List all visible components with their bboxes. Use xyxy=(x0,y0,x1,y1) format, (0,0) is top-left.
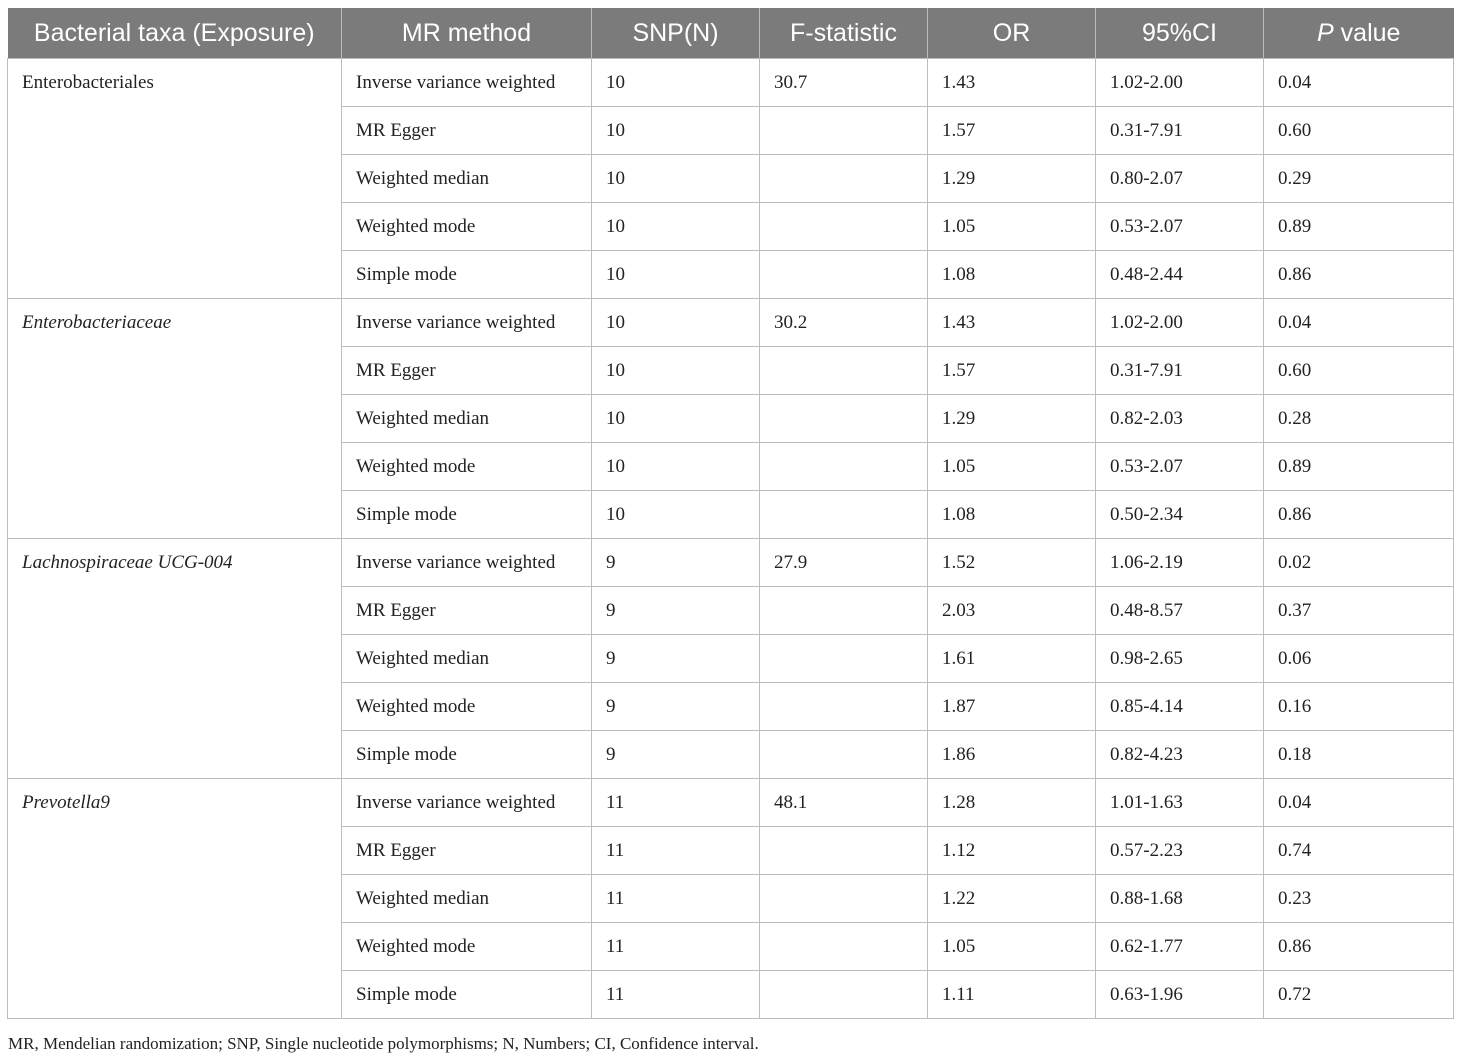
cell-taxa: Prevotella9 xyxy=(8,779,342,827)
header-method: MR method xyxy=(342,8,592,59)
cell-p-value: 0.16 xyxy=(1264,683,1454,731)
cell-snp: 9 xyxy=(592,731,760,779)
cell-p-value: 0.86 xyxy=(1264,251,1454,299)
cell-or: 1.86 xyxy=(928,731,1096,779)
header-p-value xyxy=(1264,8,1454,59)
table-row xyxy=(8,299,1454,347)
cell-method: Simple mode xyxy=(342,971,592,1019)
cell-taxa-empty xyxy=(8,251,342,299)
cell-taxa-empty xyxy=(8,683,342,731)
cell-fstat-empty xyxy=(760,395,928,443)
cell-p-value: 0.89 xyxy=(1264,203,1454,251)
cell-snp: 10 xyxy=(592,251,760,299)
cell-ci: 0.31-7.91 xyxy=(1096,347,1264,395)
cell-p-value: 0.04 xyxy=(1264,779,1454,827)
cell-ci: 0.82-2.03 xyxy=(1096,395,1264,443)
cell-or: 1.11 xyxy=(928,971,1096,1019)
cell-or: 1.08 xyxy=(928,491,1096,539)
cell-method: MR Egger xyxy=(342,587,592,635)
cell-or: 1.28 xyxy=(928,779,1096,827)
cell-or: 1.57 xyxy=(928,107,1096,155)
cell-snp: 11 xyxy=(592,875,760,923)
cell-ci: 1.02-2.00 xyxy=(1096,299,1264,347)
cell-or: 1.29 xyxy=(928,395,1096,443)
cell-snp: 9 xyxy=(592,635,760,683)
cell-fstat-empty xyxy=(760,251,928,299)
header-or: OR xyxy=(928,8,1096,59)
cell-ci: 1.06-2.19 xyxy=(1096,539,1264,587)
cell-p-value: 0.37 xyxy=(1264,587,1454,635)
cell-fstat-empty xyxy=(760,971,928,1019)
cell-method: Weighted mode xyxy=(342,923,592,971)
cell-p-value: 0.74 xyxy=(1264,827,1454,875)
cell-method: Inverse variance weighted xyxy=(342,299,592,347)
cell-fstat-empty xyxy=(760,923,928,971)
cell-fstat: 30.7 xyxy=(760,59,928,107)
cell-taxa-empty xyxy=(8,155,342,203)
cell-method: MR Egger xyxy=(342,107,592,155)
cell-taxa: Enterobacteriales xyxy=(8,59,342,107)
cell-p-value: 0.06 xyxy=(1264,635,1454,683)
cell-or: 1.61 xyxy=(928,635,1096,683)
table-row xyxy=(8,107,1454,155)
cell-fstat-empty xyxy=(760,587,928,635)
cell-fstat: 48.1 xyxy=(760,779,928,827)
cell-ci: 0.48-8.57 xyxy=(1096,587,1264,635)
cell-snp: 10 xyxy=(592,491,760,539)
table-row xyxy=(8,443,1454,491)
cell-snp: 10 xyxy=(592,299,760,347)
header-p-rest: value xyxy=(1333,18,1401,47)
table-row xyxy=(8,875,1454,923)
cell-ci: 0.48-2.44 xyxy=(1096,251,1264,299)
cell-p-value: 0.04 xyxy=(1264,299,1454,347)
cell-or: 1.43 xyxy=(928,59,1096,107)
cell-fstat-empty xyxy=(760,347,928,395)
cell-taxa-empty xyxy=(8,107,342,155)
table-row xyxy=(8,683,1454,731)
cell-or: 1.05 xyxy=(928,923,1096,971)
header-p-italic: P xyxy=(1317,18,1334,47)
cell-p-value: 0.72 xyxy=(1264,971,1454,1019)
table-row xyxy=(8,347,1454,395)
cell-fstat-empty xyxy=(760,827,928,875)
cell-method: MR Egger xyxy=(342,347,592,395)
cell-snp: 10 xyxy=(592,203,760,251)
cell-method: Weighted median xyxy=(342,155,592,203)
cell-or: 1.29 xyxy=(928,155,1096,203)
cell-fstat-empty xyxy=(760,203,928,251)
cell-ci: 0.80-2.07 xyxy=(1096,155,1264,203)
cell-taxa-empty xyxy=(8,923,342,971)
cell-fstat-empty xyxy=(760,491,928,539)
cell-fstat-empty xyxy=(760,443,928,491)
cell-taxa-empty xyxy=(8,971,342,1019)
cell-ci: 1.01-1.63 xyxy=(1096,779,1264,827)
cell-taxa-empty xyxy=(8,731,342,779)
cell-snp: 10 xyxy=(592,395,760,443)
cell-snp: 11 xyxy=(592,971,760,1019)
cell-snp: 10 xyxy=(592,107,760,155)
cell-method: Inverse variance weighted xyxy=(342,59,592,107)
table-body xyxy=(8,59,1454,1019)
cell-fstat-empty xyxy=(760,635,928,683)
cell-method: Inverse variance weighted xyxy=(342,539,592,587)
mr-results-table xyxy=(7,8,1454,1019)
table-row xyxy=(8,155,1454,203)
cell-ci: 0.82-4.23 xyxy=(1096,731,1264,779)
cell-fstat-empty xyxy=(760,155,928,203)
cell-method: Simple mode xyxy=(342,251,592,299)
table-row xyxy=(8,395,1454,443)
cell-fstat-empty xyxy=(760,107,928,155)
cell-ci: 0.62-1.77 xyxy=(1096,923,1264,971)
cell-p-value: 0.02 xyxy=(1264,539,1454,587)
header-snp: SNP(N) xyxy=(592,8,760,59)
cell-snp: 11 xyxy=(592,827,760,875)
header-taxa: Bacterial taxa (Exposure) xyxy=(8,8,342,59)
table-header xyxy=(8,8,1454,59)
cell-method: Simple mode xyxy=(342,731,592,779)
cell-p-value: 0.86 xyxy=(1264,491,1454,539)
cell-snp: 9 xyxy=(592,539,760,587)
cell-ci: 0.98-2.65 xyxy=(1096,635,1264,683)
cell-ci: 1.02-2.00 xyxy=(1096,59,1264,107)
cell-ci: 0.50-2.34 xyxy=(1096,491,1264,539)
table-row xyxy=(8,923,1454,971)
cell-ci: 0.53-2.07 xyxy=(1096,443,1264,491)
table-row xyxy=(8,635,1454,683)
cell-method: Weighted median xyxy=(342,635,592,683)
cell-or: 1.52 xyxy=(928,539,1096,587)
cell-snp: 10 xyxy=(592,155,760,203)
cell-method: Weighted mode xyxy=(342,203,592,251)
cell-p-value: 0.60 xyxy=(1264,347,1454,395)
cell-ci: 0.31-7.91 xyxy=(1096,107,1264,155)
table-footnote: MR, Mendelian randomization; SNP, Single nucleotide polymorphisms; N, Numbers; CI, Confidence interval. xyxy=(8,1034,759,1053)
cell-p-value: 0.28 xyxy=(1264,395,1454,443)
cell-taxa-empty xyxy=(8,875,342,923)
cell-fstat: 27.9 xyxy=(760,539,928,587)
cell-or: 2.03 xyxy=(928,587,1096,635)
cell-method: Weighted median xyxy=(342,395,592,443)
cell-snp: 10 xyxy=(592,443,760,491)
cell-or: 1.12 xyxy=(928,827,1096,875)
cell-method: Weighted median xyxy=(342,875,592,923)
cell-fstat-empty xyxy=(760,875,928,923)
cell-ci: 0.57-2.23 xyxy=(1096,827,1264,875)
cell-p-value: 0.89 xyxy=(1264,443,1454,491)
cell-fstat-empty xyxy=(760,731,928,779)
table-row xyxy=(8,539,1454,587)
cell-taxa: Lachnospiraceae UCG-004 xyxy=(8,539,342,587)
header-fstat: F-statistic xyxy=(760,8,928,59)
cell-method: Inverse variance weighted xyxy=(342,779,592,827)
cell-or: 1.08 xyxy=(928,251,1096,299)
table-row xyxy=(8,59,1454,107)
cell-taxa-empty xyxy=(8,203,342,251)
cell-ci: 0.63-1.96 xyxy=(1096,971,1264,1019)
cell-or: 1.22 xyxy=(928,875,1096,923)
cell-method: MR Egger xyxy=(342,827,592,875)
cell-taxa: Enterobacteriaceae xyxy=(8,299,342,347)
cell-snp: 11 xyxy=(592,779,760,827)
cell-method: Weighted mode xyxy=(342,683,592,731)
cell-method: Weighted mode xyxy=(342,443,592,491)
cell-p-value: 0.23 xyxy=(1264,875,1454,923)
cell-or: 1.57 xyxy=(928,347,1096,395)
cell-p-value: 0.18 xyxy=(1264,731,1454,779)
header-row xyxy=(8,8,1454,59)
cell-fstat: 30.2 xyxy=(760,299,928,347)
cell-taxa-empty xyxy=(8,635,342,683)
cell-snp: 9 xyxy=(592,683,760,731)
table-row xyxy=(8,587,1454,635)
cell-taxa-empty xyxy=(8,827,342,875)
cell-taxa-empty xyxy=(8,587,342,635)
table-row xyxy=(8,491,1454,539)
cell-snp: 11 xyxy=(592,923,760,971)
cell-p-value: 0.04 xyxy=(1264,59,1454,107)
table-row xyxy=(8,827,1454,875)
table-row xyxy=(8,779,1454,827)
cell-p-value: 0.86 xyxy=(1264,923,1454,971)
cell-snp: 10 xyxy=(592,59,760,107)
cell-method: Simple mode xyxy=(342,491,592,539)
results-table-container xyxy=(7,8,1453,1019)
table-row xyxy=(8,731,1454,779)
cell-ci: 0.88-1.68 xyxy=(1096,875,1264,923)
cell-fstat-empty xyxy=(760,683,928,731)
cell-ci: 0.53-2.07 xyxy=(1096,203,1264,251)
cell-p-value: 0.60 xyxy=(1264,107,1454,155)
cell-or: 1.87 xyxy=(928,683,1096,731)
cell-snp: 9 xyxy=(592,587,760,635)
table-row xyxy=(8,971,1454,1019)
cell-p-value: 0.29 xyxy=(1264,155,1454,203)
table-row xyxy=(8,203,1454,251)
cell-taxa-empty xyxy=(8,395,342,443)
cell-taxa-empty xyxy=(8,347,342,395)
cell-or: 1.43 xyxy=(928,299,1096,347)
cell-ci: 0.85-4.14 xyxy=(1096,683,1264,731)
header-ci: 95%CI xyxy=(1096,8,1264,59)
cell-snp: 10 xyxy=(592,347,760,395)
cell-taxa-empty xyxy=(8,491,342,539)
table-row xyxy=(8,251,1454,299)
cell-taxa-empty xyxy=(8,443,342,491)
cell-or: 1.05 xyxy=(928,203,1096,251)
cell-or: 1.05 xyxy=(928,443,1096,491)
